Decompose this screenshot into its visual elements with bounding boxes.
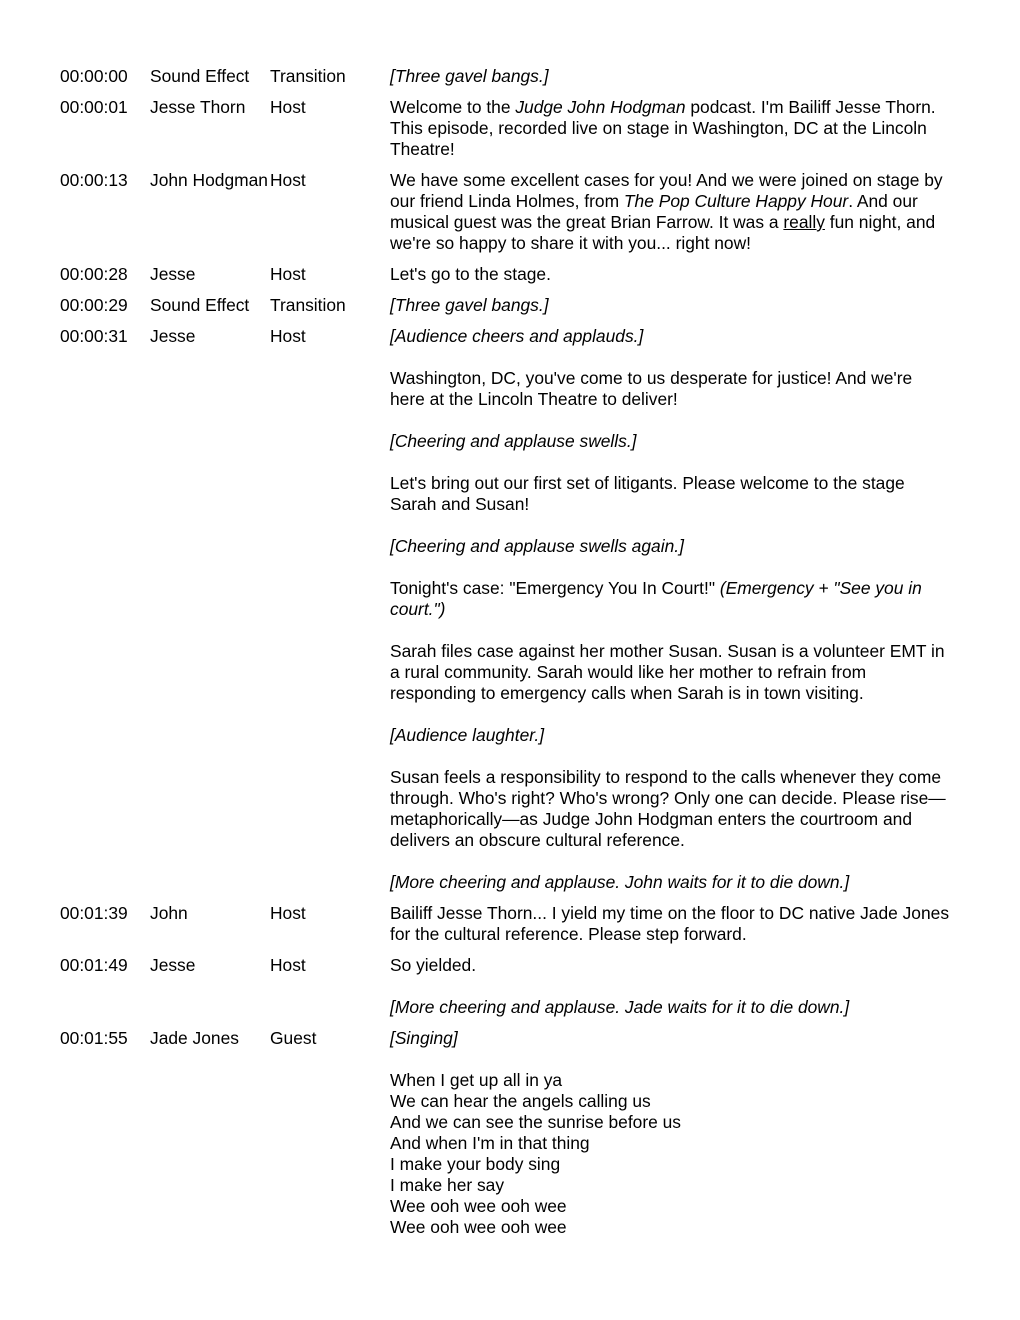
speaker-role: Host [270,264,306,284]
speaker-role: Transition [270,66,346,86]
speaker-name: Jesse [150,326,196,346]
transcript-row [60,903,960,945]
speaker-role: Guest [270,1028,317,1048]
lyric-line: And when I'm in that thing [390,1133,590,1153]
dialogue-text [390,170,950,254]
dialogue-text [390,66,950,87]
speaker-role: Host [270,326,306,346]
dialogue-paragraph [390,578,950,620]
dialogue-paragraph [390,431,950,452]
lyric-line: Wee ooh wee ooh wee [390,1217,567,1237]
lyric-line: And we can see the sunrise before us [390,1112,681,1132]
timestamp: 00:01:49 [60,955,128,975]
transcript-row [60,1028,960,1238]
stage-direction-text: [More cheering and applause. Jade waits for it to die down.] [390,997,850,1017]
speaker-role: Host [270,170,306,190]
transcript-row [60,264,960,285]
dialogue-paragraph [390,473,950,515]
stage-direction-text: [Singing] [390,1028,458,1048]
speaker-name: Sound Effect [150,66,250,86]
speaker-role: Host [270,955,306,975]
spoken-text: Let's bring out our first set of litigants. Please welcome to the stage Sarah and Susan! [390,473,905,514]
stage-direction-text: [Cheering and applause swells.] [390,431,637,451]
stage-direction-text: The Pop Culture Happy Hour [623,191,849,211]
speaker-name: John [150,903,188,923]
speaker-role: Host [270,903,306,923]
dialogue-paragraph [390,955,950,976]
dialogue-paragraph [390,97,950,160]
spoken-text: Washington, DC, you've come to us desperate for justice! And we're here at the Lincoln Theatre to deliver! [390,368,913,409]
dialogue-paragraph [390,641,950,704]
stage-direction-text: Judge John Hodgman [515,97,686,117]
dialogue-paragraph [390,368,950,410]
transcript-row [60,170,960,254]
transcript-row [60,97,960,160]
spoken-text: . And our musical guest was the great Brian Farrow. It was a [390,191,918,232]
stage-direction-text: [Three gavel bangs.] [390,295,549,315]
spoken-text: Sarah files case against her mother Susan. Susan is a volunteer EMT in a rural community. Sarah would like her mother to refrain from responding to emergency calls when Sarah is in town visiting. [390,641,945,703]
spoken-text: Tonight's case: "Emergency You In Court!" [390,578,720,598]
timestamp: 00:00:29 [60,295,128,315]
speaker-name: Jesse Thorn [150,97,246,117]
spoken-text: Welcome to the [390,97,516,117]
spoken-text: Let's go to the stage. [390,264,551,284]
dialogue-text [390,903,950,945]
dialogue-paragraph [390,66,950,87]
dialogue-text [390,97,950,160]
dialogue-paragraph [390,903,950,945]
speaker-name: Jade Jones [150,1028,239,1048]
transcript-row [60,955,960,1018]
transcript-row [60,295,960,316]
transcript-table [60,66,960,1238]
transcript-row [60,66,960,87]
speaker-role: Transition [270,295,346,315]
lyric-line: Wee ooh wee ooh wee [390,1196,567,1216]
dialogue-paragraph [390,872,950,893]
speaker-role: Host [270,97,306,117]
speaker-name: Sound Effect [150,295,250,315]
speaker-name: Jesse [150,264,196,284]
lyrics-block [390,1070,950,1238]
stage-direction-text: [Three gavel bangs.] [390,66,549,86]
dialogue-paragraph [390,767,950,851]
dialogue-text [390,955,950,1018]
dialogue-paragraph [390,326,950,347]
stage-direction-text: [Audience laughter.] [390,725,545,745]
dialogue-paragraph [390,1028,950,1049]
spoken-text: So yielded. [390,955,477,975]
timestamp: 00:00:00 [60,66,128,86]
transcript-row [60,326,960,893]
dialogue-paragraph [390,536,950,557]
timestamp: 00:00:28 [60,264,128,284]
spoken-text: Susan feels a responsibility to respond to the calls whenever they come through. Who's right? Who's wrong? Only one can decide. Please rise—metaphorically—as Judge John Hodgman enters the courtroom and delivers an obscure cultural reference. [390,767,946,850]
lyric-line: We can hear the angels calling us [390,1091,651,1111]
lyric-line: I make your body sing [390,1154,561,1174]
stage-direction-text: [More cheering and applause. John waits for it to die down.] [390,872,850,892]
spoken-text: We have some excellent cases for you! And we were joined on stage by our friend Linda Holmes, from [390,170,943,211]
dialogue-text [390,264,950,285]
stage-direction-text: [Audience cheers and applauds.] [390,326,644,346]
spoken-text: Bailiff Jesse Thorn... I yield my time on the floor to DC native Jade Jones for the cultural reference. Please step forward. [390,903,950,944]
timestamp: 00:01:55 [60,1028,128,1048]
dialogue-paragraph [390,295,950,316]
timestamp: 00:00:13 [60,170,128,190]
lyric-line: I make her say [390,1175,505,1195]
dialogue-text [390,326,950,893]
stage-direction-text: [Cheering and applause swells again.] [390,536,684,556]
timestamp: 00:00:31 [60,326,128,346]
emphasis-text: really [783,212,825,232]
timestamp: 00:01:39 [60,903,128,923]
dialogue-paragraph [390,264,950,285]
dialogue-paragraph [390,997,950,1018]
dialogue-paragraph [390,725,950,746]
lyric-line: When I get up all in ya [390,1070,563,1090]
spoken-text: fun night, and we're so happy to share it with you... right now! [390,212,936,253]
dialogue-text [390,295,950,316]
spoken-text: podcast. I'm Bailiff Jesse Thorn. This episode, recorded live on stage in Washington, DC at the Lincoln Theatre! [390,97,936,159]
speaker-name: John Hodgman [150,170,268,190]
dialogue-text [390,1028,950,1238]
timestamp: 00:00:01 [60,97,128,117]
dialogue-paragraph [390,170,950,254]
speaker-name: Jesse [150,955,196,975]
stage-direction-text: (Emergency + "See you in court.") [390,578,922,619]
